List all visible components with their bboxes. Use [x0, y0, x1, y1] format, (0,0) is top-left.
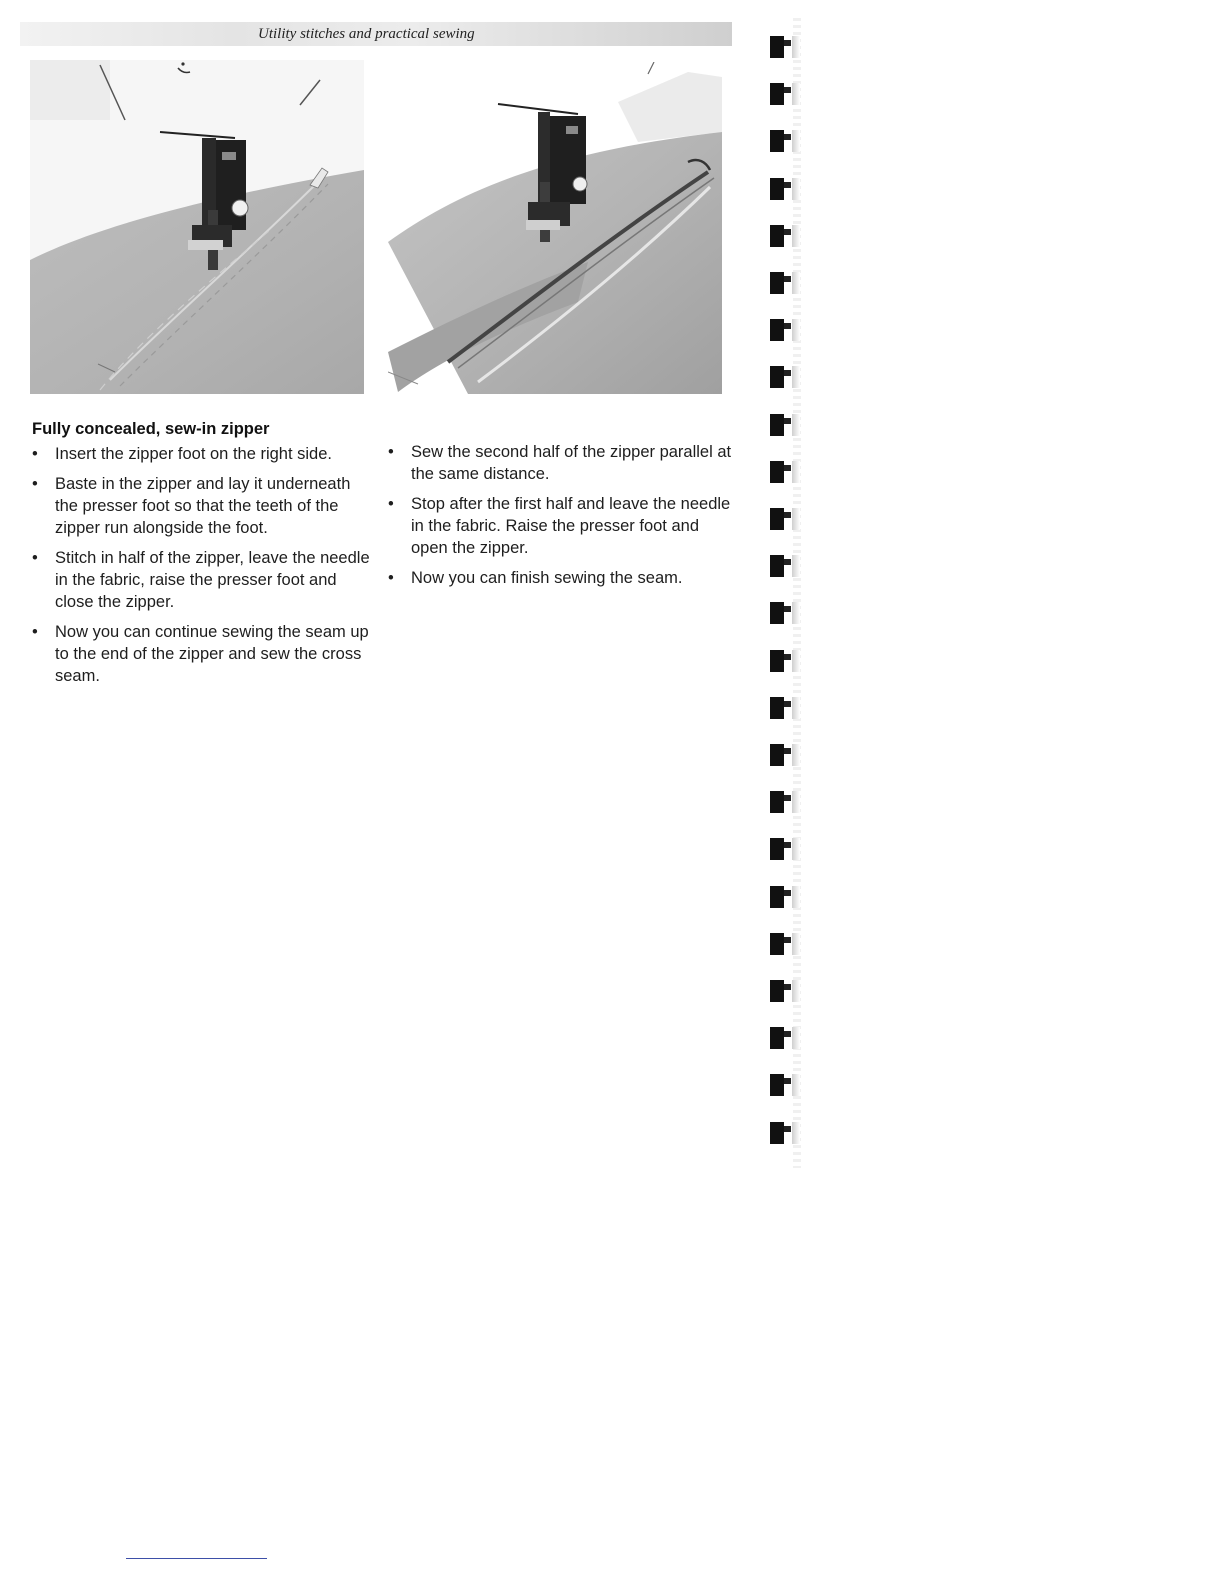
index-tab	[770, 508, 790, 530]
photo-right-illustration	[388, 62, 722, 394]
index-tab	[770, 272, 790, 294]
list-item	[32, 443, 377, 465]
index-tab	[770, 178, 790, 200]
left-instruction-list	[32, 443, 377, 687]
index-tab	[770, 225, 790, 247]
list-item-text: Insert the zipper foot on the right side.	[55, 445, 332, 463]
list-item	[32, 547, 377, 613]
index-tab	[770, 838, 790, 860]
index-tab	[770, 366, 790, 388]
list-item-text: Now you can continue sewing the seam up to the end of the zipper and sew the cross seam.	[55, 623, 369, 685]
right-text-column	[388, 441, 733, 597]
bullet: •	[32, 623, 38, 641]
list-item-text: Stop after the first half and leave the needle in the fabric. Raise the presser foot and open the zipper.	[411, 495, 731, 557]
index-tab	[770, 555, 790, 577]
section-title: Fully concealed, sew-in zipper	[32, 420, 270, 438]
list-item-text: Baste in the zipper and lay it underneath the presser foot so that the teeth of the zipper run alongside the foot.	[55, 475, 351, 537]
photo-left-illustration	[30, 60, 364, 394]
list-item-text: Now you can finish sewing the seam.	[411, 569, 683, 587]
bullet: •	[388, 495, 394, 513]
index-tab	[770, 130, 790, 152]
index-tab	[770, 744, 790, 766]
index-tab	[770, 36, 790, 58]
list-item	[388, 567, 733, 589]
index-tab	[770, 83, 790, 105]
bullet: •	[32, 549, 38, 567]
list-item	[388, 441, 733, 485]
bullet: •	[32, 475, 38, 493]
left-text-column	[32, 418, 377, 695]
index-tabs-strip	[762, 18, 810, 1168]
list-item-text: Sew the second half of the zipper parallel at the same distance.	[411, 443, 732, 483]
bullet: •	[32, 445, 38, 463]
photo-zipper-foot-left	[30, 60, 364, 394]
index-tab	[770, 980, 790, 1002]
photo-zipper-foot-right	[388, 62, 722, 394]
index-tab	[770, 461, 790, 483]
list-item	[32, 473, 377, 539]
list-item-text: Stitch in half of the zipper, leave the needle in the fabric, raise the presser foot and close the zipper.	[55, 549, 370, 611]
index-tab	[770, 697, 790, 719]
index-tab	[770, 1122, 790, 1144]
index-tab	[770, 933, 790, 955]
index-tab	[770, 1027, 790, 1049]
list-item	[388, 493, 733, 559]
footnote-rule	[126, 1558, 267, 1559]
index-tab	[770, 319, 790, 341]
bullet: •	[388, 443, 394, 461]
index-tab	[770, 650, 790, 672]
bullet: •	[388, 569, 394, 587]
page-header-title: Utility stitches and practical sewing	[258, 26, 475, 42]
index-tab	[770, 1074, 790, 1096]
right-instruction-list	[388, 441, 733, 589]
index-tab	[770, 791, 790, 813]
index-tab	[770, 602, 790, 624]
list-item	[32, 621, 377, 687]
index-tab	[770, 886, 790, 908]
index-tab	[770, 414, 790, 436]
